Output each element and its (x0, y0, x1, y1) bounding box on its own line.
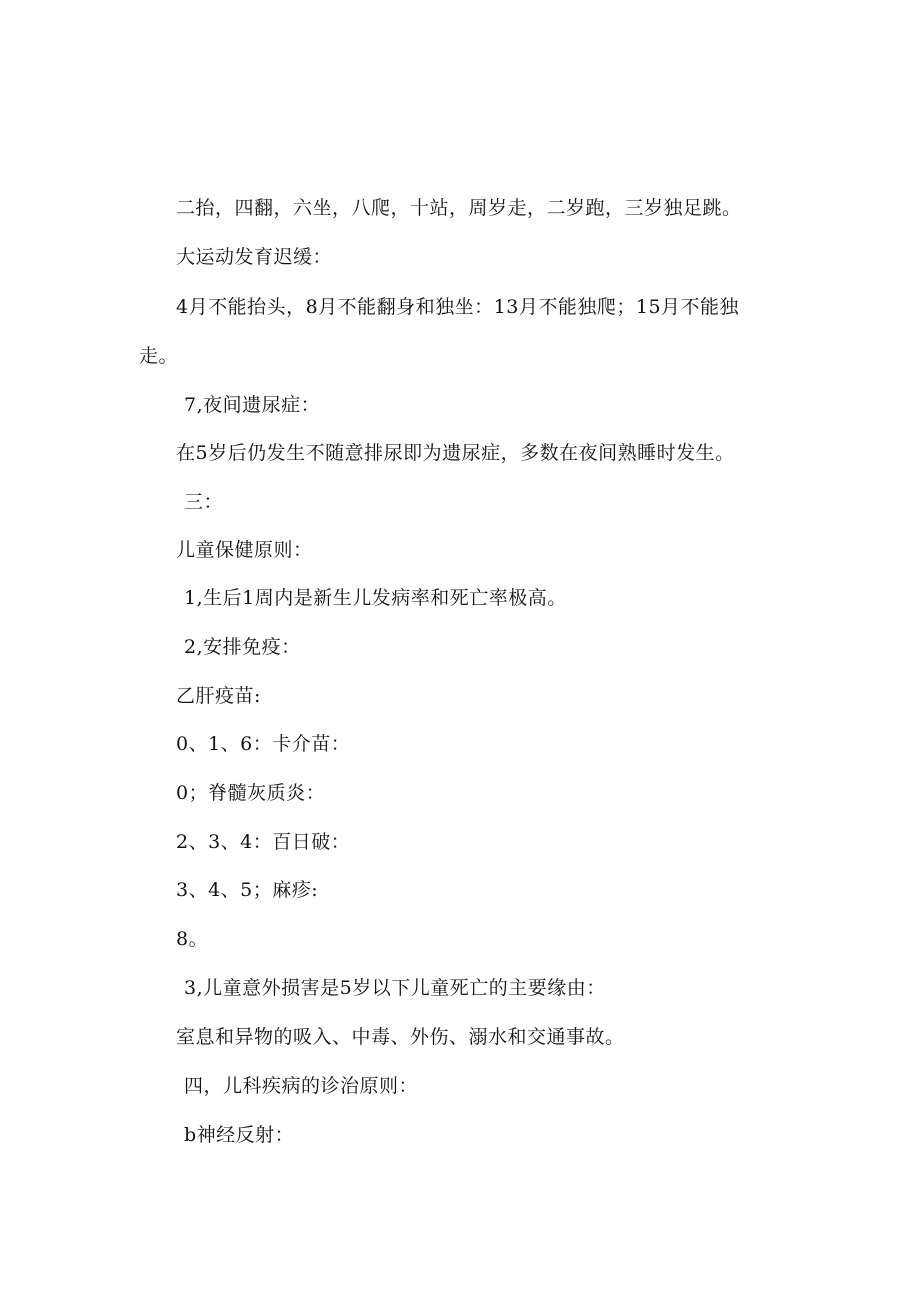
text-line: 大运动发育迟缓： (176, 246, 333, 268)
text-line: 2,安排免疫： (184, 636, 301, 658)
text-line: 0、1、6：卡介苗： (176, 733, 351, 755)
text-line: 二抬，四翻，六坐，八爬，十站，周岁走，二岁跑，三岁独足跳。 (176, 197, 742, 219)
text-line: 8。 (176, 928, 209, 950)
text-line: 三： (184, 491, 224, 513)
text-line: 7,夜间遗尿症： (184, 394, 321, 416)
text-line: 儿童保健原则： (176, 539, 313, 561)
text-line: 1,生后1周内是新生儿发病率和死亡率极高。 (184, 587, 567, 609)
text-line: 0；脊髓灰质炎： (176, 782, 326, 804)
text-line: 乙肝疫苗: (176, 685, 261, 707)
text-line: 室息和异物的吸入、中毒、外伤、溺水和交通事故。 (176, 1026, 625, 1048)
text-line: b神经反射： (184, 1124, 295, 1146)
text-line: 走。 (139, 345, 179, 367)
text-line: 在5岁后仍发生不随意排尿即为遗尿症，多数在夜间熟睡时发生。 (176, 442, 735, 464)
text-line: 4月不能抬头，8月不能翻身和独坐：13月不能独爬；15月不能独 (176, 296, 740, 318)
text-line: 2、3、4：百日破： (176, 831, 351, 853)
text-line: 3,儿童意外损害是5岁以下儿童死亡的主要缘由： (184, 977, 606, 999)
text-line: 四，儿科疾病的诊治原则： (184, 1075, 419, 1097)
text-line: 3、4、5；麻疹: (176, 879, 319, 901)
